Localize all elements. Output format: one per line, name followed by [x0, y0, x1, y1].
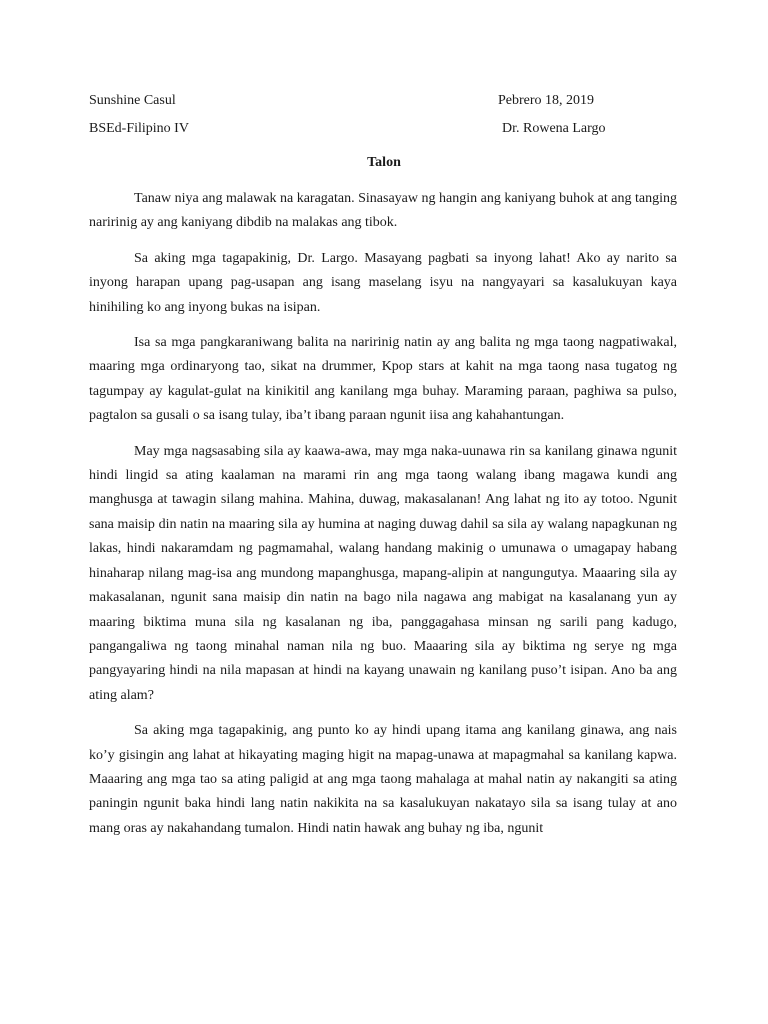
paragraph-3: Isa sa mga pangkaraniwang balita na naririnig natin ay ang balita ng mga taong nagpatiwakal, maaring mga ordinaryong tao, sikat na drummer, Kpop stars at kahit na mga taong nasa tugatog ng tagumpay ay kagulat-gulat na kinikitil ang kanilang mga buhay. Maraming paraan, paghiwa sa pulso, pagtalon sa gusali o sa isang tulay, iba’t ibang paraan ngunit iisa ang kahahantungan.	[89, 335, 677, 424]
author-name: Sunshine Casul	[89, 93, 176, 108]
paragraph-2: Sa aking mga tagapakinig, Dr. Largo. Masayang pagbati sa inyong lahat! Ako ay narito sa inyong harapan upang pag-usapan ang isang maselang isyu na nangyayari sa kasalukuyan kaya hinihiling ko ang inyong bukas na isipan.	[89, 250, 677, 315]
paragraph-4: May mga nagsasabing sila ay kaawa-awa, may mga naka-uunawa rin sa kanilang ginawa ngunit hindi lingid sa ating kaalaman na marami rin ang mga taong walang ibang magawa kundi ang manghusga at tawagin silang mahina. Mahina, duwag, makasalanan! Ang lahat ng ito ay totoo. Ngunit sana maisip din natin na maaring sila ay humina at naging duwag dahil sa sila ay walang napagkunan ng lakas, hindi nakaramdam ng pagmamahal, walang handang makinig o umunawa o umagapay habang hinaharap nilang mag-isa ang mundong mapanghusga, mapang-alipin at nangungutya. Maaaring sila ay makasalanan, ngunit sana maisip din natin na bago nila nagawa ang mabigat na kasalanang yun ay maaring biktima muna sila ng kasalanan ng iba, panggagahasa minsan ng sarili pang kadugo, pangangaliwa ng taong minahal naman nila ng buo. Maaaring sila ay biktima ng serye ng mga pangyayaring hindi na nila mapasan at hindi na kayang unawain ng kanilang puso’t isipan. Ano ba ang ating alam?	[89, 443, 677, 703]
paragraph-5: Sa aking mga tagapakinig, ang punto ko ay hindi upang itama ang kanilang ginawa, ang nais ko’y gisingin ang lahat at hikayating maging higit na mapag-unawa at mapagmahal sa kanilang kapwa. Maaaring ang mga tao sa ating paligid at ang mga taong mahalaga at mahal natin ay nakangiti sa ating paningin ngunit baka hindi lang natin nakikita na sa kasalukuyan nakatayo sila sa isang tulay at ano mang oras ay nakahandang tumalon. Hindi natin hawak ang buhay ng iba, ngunit	[89, 723, 677, 836]
instructor-name: Dr. Rowena Largo	[502, 121, 606, 136]
paragraph-1: Tanaw niya ang malawak na karagatan. Sinasayaw ng hangin ang kaniyang buhok at ang tanging naririnig ay ang kaniyang dibdib na malakas ang tibok.	[89, 191, 677, 231]
document-body	[89, 187, 677, 852]
course-name: BSEd-Filipino IV	[89, 121, 189, 136]
document-title: Talon	[367, 155, 401, 170]
document-date: Pebrero 18, 2019	[498, 93, 595, 108]
